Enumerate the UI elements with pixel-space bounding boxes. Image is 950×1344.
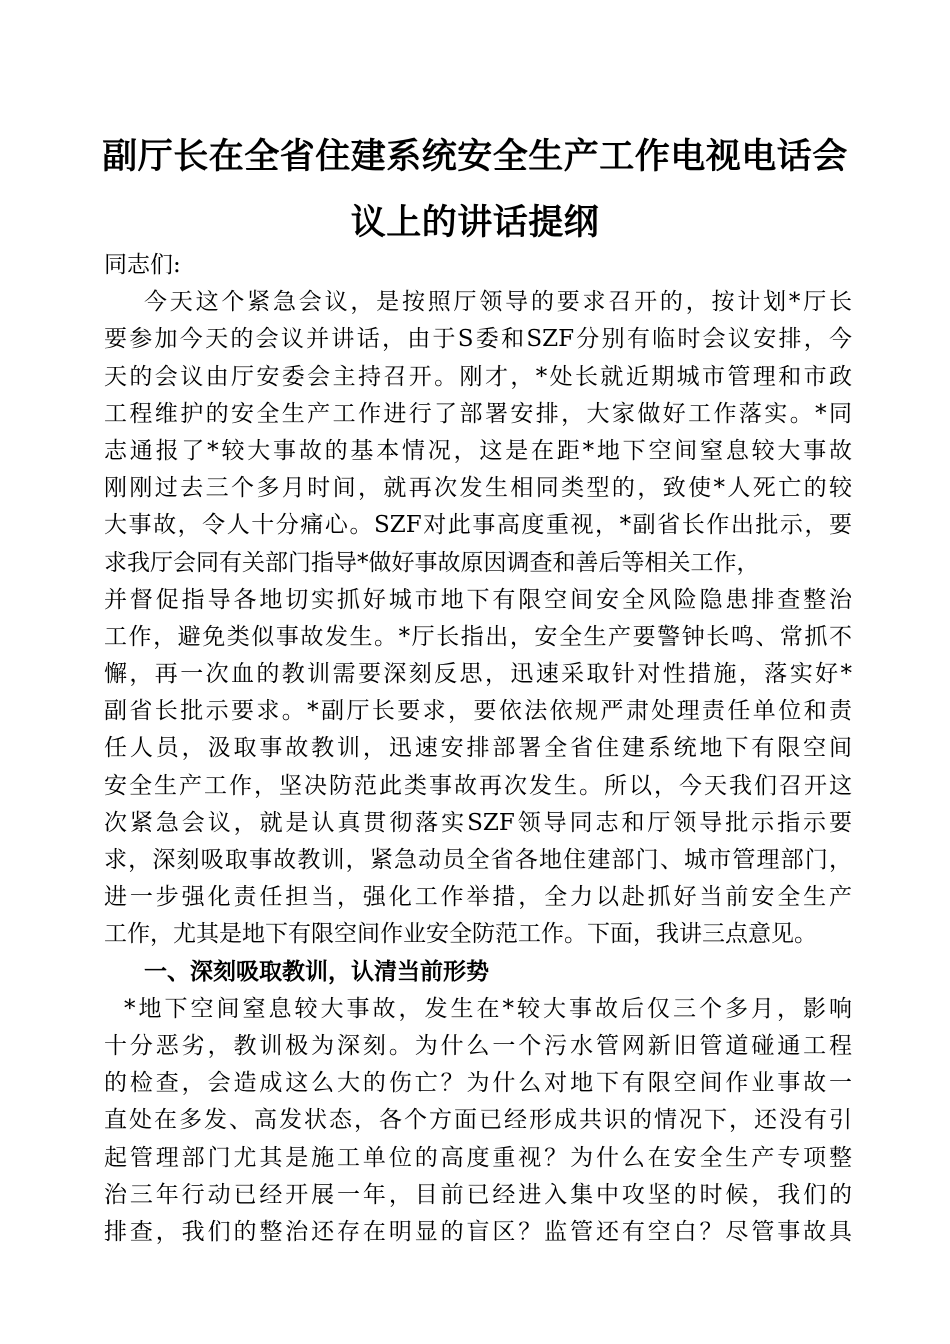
- document-title: [100, 124, 850, 256]
- title-line-1: 副厅长在全省住建系统安全生产工作电视电话会: [102, 137, 848, 177]
- paragraph-line: 工作，避免类似事故发生。*厅长指出，安全生产要警钟长鸣、常抓不: [104, 623, 852, 650]
- section-heading-1: 一、深刻吸取教训，认清当前形势: [144, 958, 489, 985]
- title-line-2: 议上的讲话提纲: [350, 203, 600, 243]
- paragraph-line: 任人员，汲取事故教训，迅速安排部署全省住建系统地下有限空间: [104, 735, 852, 762]
- paragraph-line: 安全生产工作，坚决防范此类事故再次发生。所以，今天我们召开这: [104, 772, 852, 799]
- paragraph-line: 工作，尤其是地下有限空间作业安全防范工作。下面，我讲三点意见。: [104, 921, 817, 948]
- document-body: [104, 247, 852, 1251]
- paragraph-line: 工程维护的安全生产工作进行了部署安排，大家做好工作落实。*同: [104, 400, 852, 427]
- paragraph-line: 刚刚过去三个多月时间，就再次发生相同类型的，致使*人死亡的较: [104, 475, 852, 502]
- paragraph-line: 天的会议由厅安委会主持召开。刚才，*处长就近期城市管理和市政: [104, 363, 852, 390]
- paragraph-line: 十分恶劣，教训极为深刻。为什么一个污水管网新旧管道碰通工程: [104, 1032, 852, 1059]
- salutation: 同志们:: [104, 252, 181, 278]
- paragraph-line: 治三年行动已经开展一年，目前已经进入集中攻坚的时候，我们的: [104, 1181, 852, 1208]
- paragraph-line: 志通报了*较大事故的基本情况，这是在距*地下空间窒息较大事故: [104, 437, 852, 464]
- paragraph-line: 求，深刻吸取事故教训，紧急动员全省各地住建部门、城市管理部门，: [104, 847, 852, 873]
- paragraph-line: 求我厅会同有关部门指导*做好事故原因调查和善后等相关工作，: [104, 549, 760, 576]
- paragraph-line: 次紧急会议，就是认真贯彻落实SZF领导同志和厅领导批示指示要: [104, 809, 852, 836]
- paragraph-line: *地下空间窒息较大事故，发生在*较大事故后仅三个多月，影响: [124, 995, 852, 1022]
- paragraph-line: 副省长批示要求。*副厅长要求，要依法依规严肃处理责任单位和责: [104, 698, 852, 725]
- paragraph-line: 的检查，会造成这么大的伤亡？为什么对地下有限空间作业事故一: [104, 1070, 852, 1097]
- paragraph-line: 今天这个紧急会议，是按照厅领导的要求召开的，按计划*厅长: [144, 289, 852, 316]
- paragraph-line: 排查，我们的整治还存在明显的盲区？监管还有空白？尽管事故具: [104, 1218, 852, 1245]
- paragraph-line: 进一步强化责任担当，强化工作举措，全力以赴抓好当前安全生产: [104, 884, 852, 911]
- paragraph-line: 并督促指导各地切实抓好城市地下有限空间安全风险隐患排查整治: [104, 586, 852, 613]
- paragraph-line: 直处在多发、高发状态，各个方面已经形成共识的情况下，还没有引: [104, 1107, 852, 1134]
- paragraph-line: 大事故，令人十分痛心。SZF对此事高度重视，*副省长作出批示，要: [104, 512, 852, 539]
- paragraph-line: 懈，再一次血的教训需要深刻反思，迅速采取针对性措施，落实好*: [104, 661, 852, 688]
- paragraph-line: 起管理部门尤其是施工单位的高度重视？为什么在安全生产专项整: [104, 1144, 852, 1171]
- paragraph-line: 要参加今天的会议并讲话，由于S委和SZF分别有临时会议安排，今: [104, 326, 852, 353]
- paragraph-1: [104, 284, 852, 953]
- paragraph-2: [104, 991, 852, 1251]
